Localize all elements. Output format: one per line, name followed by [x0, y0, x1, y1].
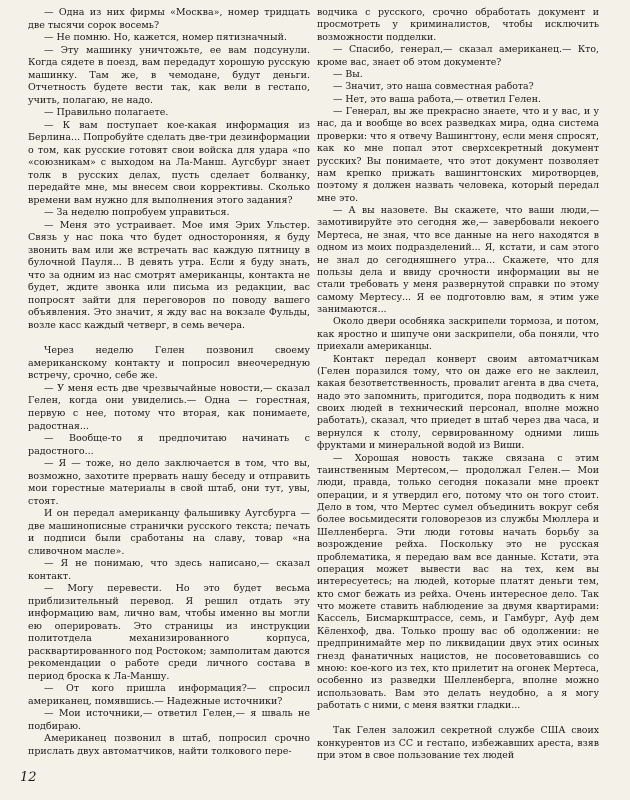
- paragraph: — Я не понимаю, что здесь написано,— сказал контакт.: [28, 558, 310, 582]
- paragraph: водчика с русского, срочно обработать документ и просмотреть у криминалистов, чтобы исключить возможности подделки.: [317, 7, 599, 43]
- paragraph: — Меня это устраивает. Мое имя Эрих Ульстер. Связь у нас пока что будет односторонняя, я буду звонить вам или же встречать вас каждую пятницу в булочной Пауля... В девять утра. Если я буду знать, что за одним из нас смотрят американцы, контакта не будет, ждите звонка или письма из редакции, вас попросят зайти для переговоров по поводу вашего объявления. Это значит, я жду вас на вокзале Фульды, возле касс каждый четверг, в семь вечера.: [28, 219, 310, 331]
- paragraph: — Эту машинку уничтожьте, ее вам подсунули. Когда сядете в поезд, вам передадут хорошую русскую машинку. Там же, в чемодане, будут деньги. Отчетность будете вести так, как вели в гестапо, учить, полагаю, не надо.: [28, 44, 310, 106]
- paragraph: — А вы назовете. Вы скажете, что ваши люди,— замотивируйте это сегодня же,— завербовали некоего Мертеса, не зная, что все данные на него находятся в одном из моих подразделений... Я, кстати, и сам этого не знал до сегодняшнего утра... Скажете, что для пользы дела и ввиду срочности информации вы не стали требовать у меня развернутой справки по этому самому Мертесу... Я ее подготовлю вам, я этим уже занимаются...: [317, 205, 599, 315]
- paragraph: — К вам поступает кое-какая информация из Берлина... Попробуйте сделать две-три дезинформации о том, как русские готовят свои войска для удара «по «союзникам» с выходом на Ла-Манш. Аугсбург знает толк в русских делах, пусть сделает болванку, передайте мне, мы внесем свои коррективы. Сколько времени вам нужно для выполнения этого задания?: [28, 119, 310, 206]
- right-column: [317, 7, 599, 763]
- paragraph: — Вообще-то я предпочитаю начинать с радостного...: [28, 433, 310, 457]
- left-column: [28, 7, 310, 758]
- paragraph: — От кого пришла информация?— спросил американец, помявшись.— Надежные источники?: [28, 683, 310, 707]
- paragraph: Контакт передал конверт своим автоматчикам (Гелен поразился тому, что он даже его не заклеил, какая безответственность, провалит агента в два счета, надо это запомнить, пригодится, пора подводить к ним своих людей в технический персонал, вполне можно работать), сказал, что приедет в штаб через два часа, и вернулся к столу, сервированному одними лишь фруктами и минеральной водой из Виши.: [317, 353, 599, 452]
- paragraph: — Я — тоже, но дело заключается в том, что вы, возможно, захотите прервать нашу беседу и отправить мои горестные материалы в свой штаб, они тут, увы, стоят.: [28, 458, 310, 507]
- paragraph: — Нет, это ваша работа,— ответил Гелен.: [333, 93, 541, 105]
- paragraph: — У меня есть две чрезвычайные новости,— сказал Гелен, когда они увиделись.— Одна — горестная, первую с нее, потому что вторая, как понимаете, радостная...: [28, 382, 310, 432]
- paragraph: — Могу перевести. Но это будет весьма приблизительный перевод. Я решил отдать эту информацию вам, лично вам, чтобы именно вы могли ею оперировать. Это страницы из инструкции политотдела механизированного корпуса, расквартированного под Ростоком; замполитам даются рекомендации о работе среди личного состава в период броска к Ла-Маншу.: [28, 583, 310, 682]
- paragraph: Американец позвонил в штаб, попросил срочно прислать двух автоматчиков, найти толкового пере-: [28, 733, 310, 757]
- paragraph: — Значит, это наша совместная работа?: [333, 81, 534, 93]
- page-number: 12: [20, 770, 37, 785]
- paragraph: — Хорошая новость также связана с этим таинственным Мертесом,— продолжал Гелен.— Мои люди, правда, только сегодня показали мне проект операции, и я утвердил его, потому что он того стоит. Дело в том, что Мертес сумел объединить вокруг себя более восьмидесяти головорезов из службы Мюллера и Шелленберга. Эти люди готовы начать борьбу за возрождение рейха. Поскольку это не русская проблематика, я передаю вам все данные. Кстати, эта операция может вывести вас на тех, кем вы интересуетесь; на людей, которые платят деньги тем, кто смог бежать из рейха. Очень интересное дело. Так что можете ставить наблюдение за двумя квартирами: Кассель, Бисмаркштрассе, семь, и Гамбург, Ауф дем Кёленхоф, два. Только прошу вас об одолжении: не предпринимайте мер по ликвидации двух этих осиных гнезд фанатичных нацистов, не посоветовавшись со мною: кое-кого из тех, кто прилетит на огонек Мертеса, особенно из разведки Шелленберга, вполне можно использовать. Вам это делать неудобно, а я могу работать с ними, с меня взятки гладки...: [317, 452, 599, 711]
- paragraph: — Генерал, вы же прекрасно знаете, что и у вас, и у нас, да и вообще во всех разведках мира, одна система проверки: что я отвечу Вашингтону, если меня спросят, как ко мне попал этот сверхсекретный документ русских? Вы понимаете, что этот документ позволяет нам крепко прижать вашингтонских миротворцев, поэтому я должен назвать человека, который передал мне это.: [317, 106, 599, 204]
- paragraph: — Вы.: [333, 68, 363, 80]
- paragraph: Через неделю Гелен позвонил своему американскому контакту и попросил внеочередную встречу, срочно, себе же.: [28, 345, 310, 382]
- paragraph: Около двери особняка заскрипели тормоза, и потом, как яростно и шипуче они заскрипели, оба поняли, что приехали американцы.: [317, 316, 599, 353]
- paragraph: — Одна из них фирмы «Москва», номер тридцать две тысячи сорок восемь?: [28, 7, 310, 31]
- paragraph: — Правильно полагаете.: [44, 107, 169, 119]
- paragraph: Так Гелен заложил секретной службе США своих конкурентов из СС и гестапо, избежавших ареста, взяв при этом в свое пользование тех людей: [317, 725, 599, 762]
- paragraph: — Не помню. Но, кажется, номер пятизначный.: [44, 32, 287, 44]
- paragraph: — За неделю попробуем управиться.: [44, 207, 230, 219]
- paragraph: — Мои источники,— ответил Гелен,— я шваль не подбираю.: [28, 708, 310, 732]
- paragraph: И он передал американцу фальшивку Аугсбурга — две машинописные странички русского текста; печать и подписи были сработаны на славу, товар «на сливочном масле».: [28, 508, 310, 557]
- paragraph: — Спасибо, генерал,— сказал американец.— Кто, кроме вас, знает об этом документе?: [317, 44, 599, 68]
